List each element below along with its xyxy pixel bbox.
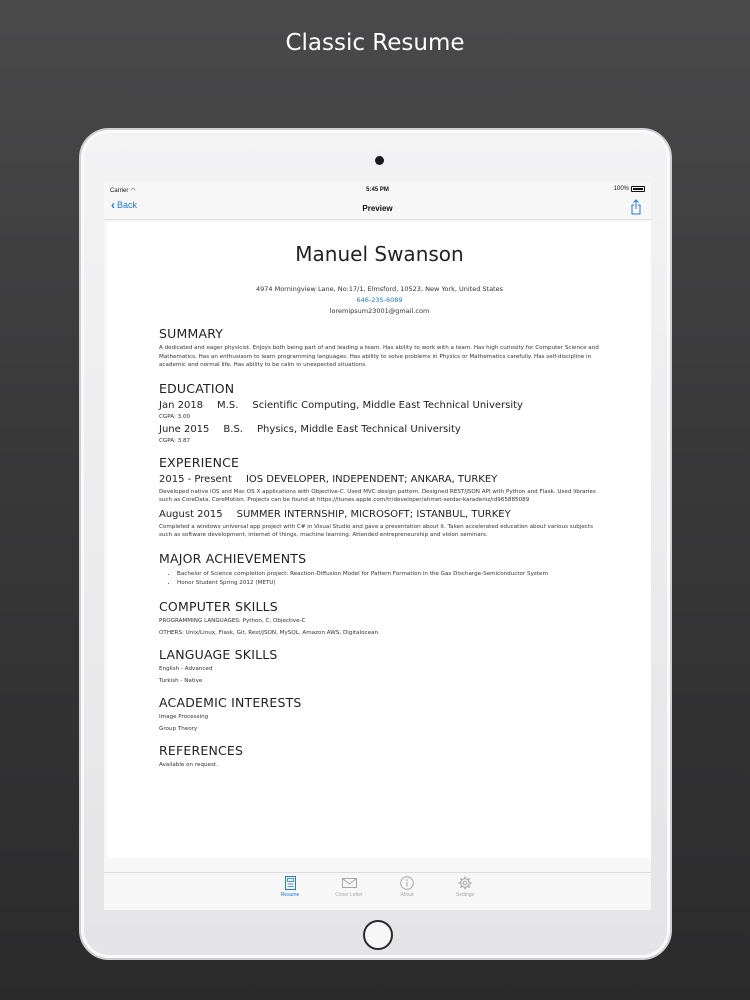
promo-title: Classic Resume — [285, 30, 465, 56]
navigation-bar — [104, 196, 651, 220]
achievements-heading: MAJOR ACHIEVEMENTS — [159, 550, 307, 566]
camera-icon — [375, 156, 384, 165]
education-field: Physics, Middle East Technical University — [256, 423, 461, 435]
experience-description: Developed native iOS and Mac OS X applications with Objective-C. Used MVC design pattern. Designed REST/JSON API with Python and Flask. Used libraries such as CoreData, CoreMotion. Projects can be found at https://itunes.apple.com/tr/developer/ahmet-serdar-karadeniz/id965885089 — [159, 488, 596, 503]
references-text: Available on request. — [159, 761, 218, 768]
resume-email: loremipsum23001@gmail.com — [329, 307, 430, 315]
share-icon — [629, 199, 643, 215]
summary-heading: SUMMARY — [159, 326, 224, 341]
battery-percent: 100% — [613, 186, 629, 192]
computer-skills-heading: COMPUTER SKILLS — [159, 598, 278, 614]
summary-text: A dedicated and eager physicist. Enjoys both being part of and leading a team. Has ability to work with a team. Has high curiosity for Computer Science and Mathematics. Has an enthusiasm to learn programming languages. Has ability to solve problems in Physics or Mathematics carefully. Has self-discipline in academic and normal life. Has ability to be calm in unexpected situations. — [159, 345, 599, 368]
resume-phone[interactable]: 646-235-6089 — [356, 296, 403, 304]
share-button[interactable] — [629, 199, 643, 215]
list-item: Group Theory — [159, 725, 198, 732]
ipad-frame — [79, 128, 672, 960]
list-item: PROGRAMMING LANGUAGES: Python, C, Objective-C — [159, 617, 306, 624]
education-degree: B.S. — [223, 423, 243, 435]
education-date: June 2015 — [159, 423, 210, 435]
list-item: English - Advanced — [159, 665, 213, 672]
resume-address: 4974 Morningview Lane, No:17/1, Elmsford, 10523, New York, United States — [255, 285, 503, 293]
experience-date: 2015 - Present — [159, 473, 232, 485]
list-item: Turkish - Native — [159, 677, 203, 684]
experience-title: IOS DEVELOPER, INDEPENDENT; ANKARA, TURKEY — [245, 473, 498, 485]
tab-bar — [104, 872, 651, 910]
resume-preview — [107, 222, 651, 858]
tab-cover-letter[interactable] — [324, 876, 374, 898]
experience-entry — [159, 509, 600, 520]
app-screen — [104, 182, 651, 910]
language-skills-heading: LANGUAGE SKILLS — [159, 646, 278, 662]
gear-icon — [458, 876, 472, 890]
list-item: • Honor Student Spring 2012 (METU) — [177, 579, 600, 588]
resume-name: Manuel Swanson — [295, 242, 464, 266]
experience-description: Completed a windows universal app project with C# in Visual Studio and gave a presentation about it. Taken accelerated education about various subjects such as software development, internet of things, machine learning. Attended entrepreneurship and vision seminars. — [159, 523, 593, 538]
education-gpa: CGPA: 3.87 — [159, 437, 191, 444]
education-entry — [159, 400, 600, 411]
document-icon — [285, 876, 296, 890]
tab-label: Cover Letter — [335, 892, 363, 898]
back-label: Back — [117, 200, 138, 210]
tab-settings[interactable] — [440, 876, 490, 898]
education-heading: EDUCATION — [159, 380, 235, 396]
list-item: OTHERS: Unix/Linux, Flask, Git, Rest/JSON, MySQL, Amazon AWS, Digitalocean. — [159, 629, 380, 636]
education-date: Jan 2018 — [159, 399, 204, 411]
list-item: • Bachelor of Science completion project: Reaction-Diffusion Model for Pattern Formation in the Gas Discharge-Semiconductor System — [177, 570, 600, 579]
experience-heading: EXPERIENCE — [159, 454, 240, 470]
experience-date: August 2015 — [159, 508, 223, 520]
education-degree: M.S. — [217, 399, 239, 411]
achievements-list — [177, 570, 600, 588]
list-item: Image Processing — [159, 713, 209, 720]
info-icon — [400, 876, 414, 890]
home-button[interactable] — [363, 920, 393, 950]
status-time: 5:45 PM — [366, 187, 389, 193]
nav-title: Preview — [362, 204, 393, 213]
wifi-icon: ◠ — [130, 188, 136, 194]
tab-label: Settings — [455, 892, 475, 898]
status-battery — [614, 186, 645, 192]
interests-heading: ACADEMIC INTERESTS — [159, 694, 302, 710]
status-bar — [104, 182, 651, 196]
carrier-label: Carrier — [110, 188, 129, 194]
education-entry — [159, 424, 600, 435]
experience-entry — [159, 474, 600, 485]
tab-label: Resume — [280, 892, 300, 898]
tab-resume[interactable] — [265, 876, 315, 898]
chevron-left-icon: ‹ — [111, 198, 115, 212]
experience-title: SUMMER INTERNSHIP, MICROSOFT; ISTANBUL, TURKEY — [236, 508, 511, 520]
envelope-icon — [342, 876, 357, 890]
education-gpa: CGPA: 3.00 — [159, 413, 191, 420]
references-heading: REFERENCES — [159, 742, 244, 758]
tab-label: About — [400, 892, 414, 898]
education-field: Scientific Computing, Middle East Technical University — [252, 399, 523, 411]
tab-about[interactable] — [382, 876, 432, 898]
battery-icon — [631, 186, 645, 192]
